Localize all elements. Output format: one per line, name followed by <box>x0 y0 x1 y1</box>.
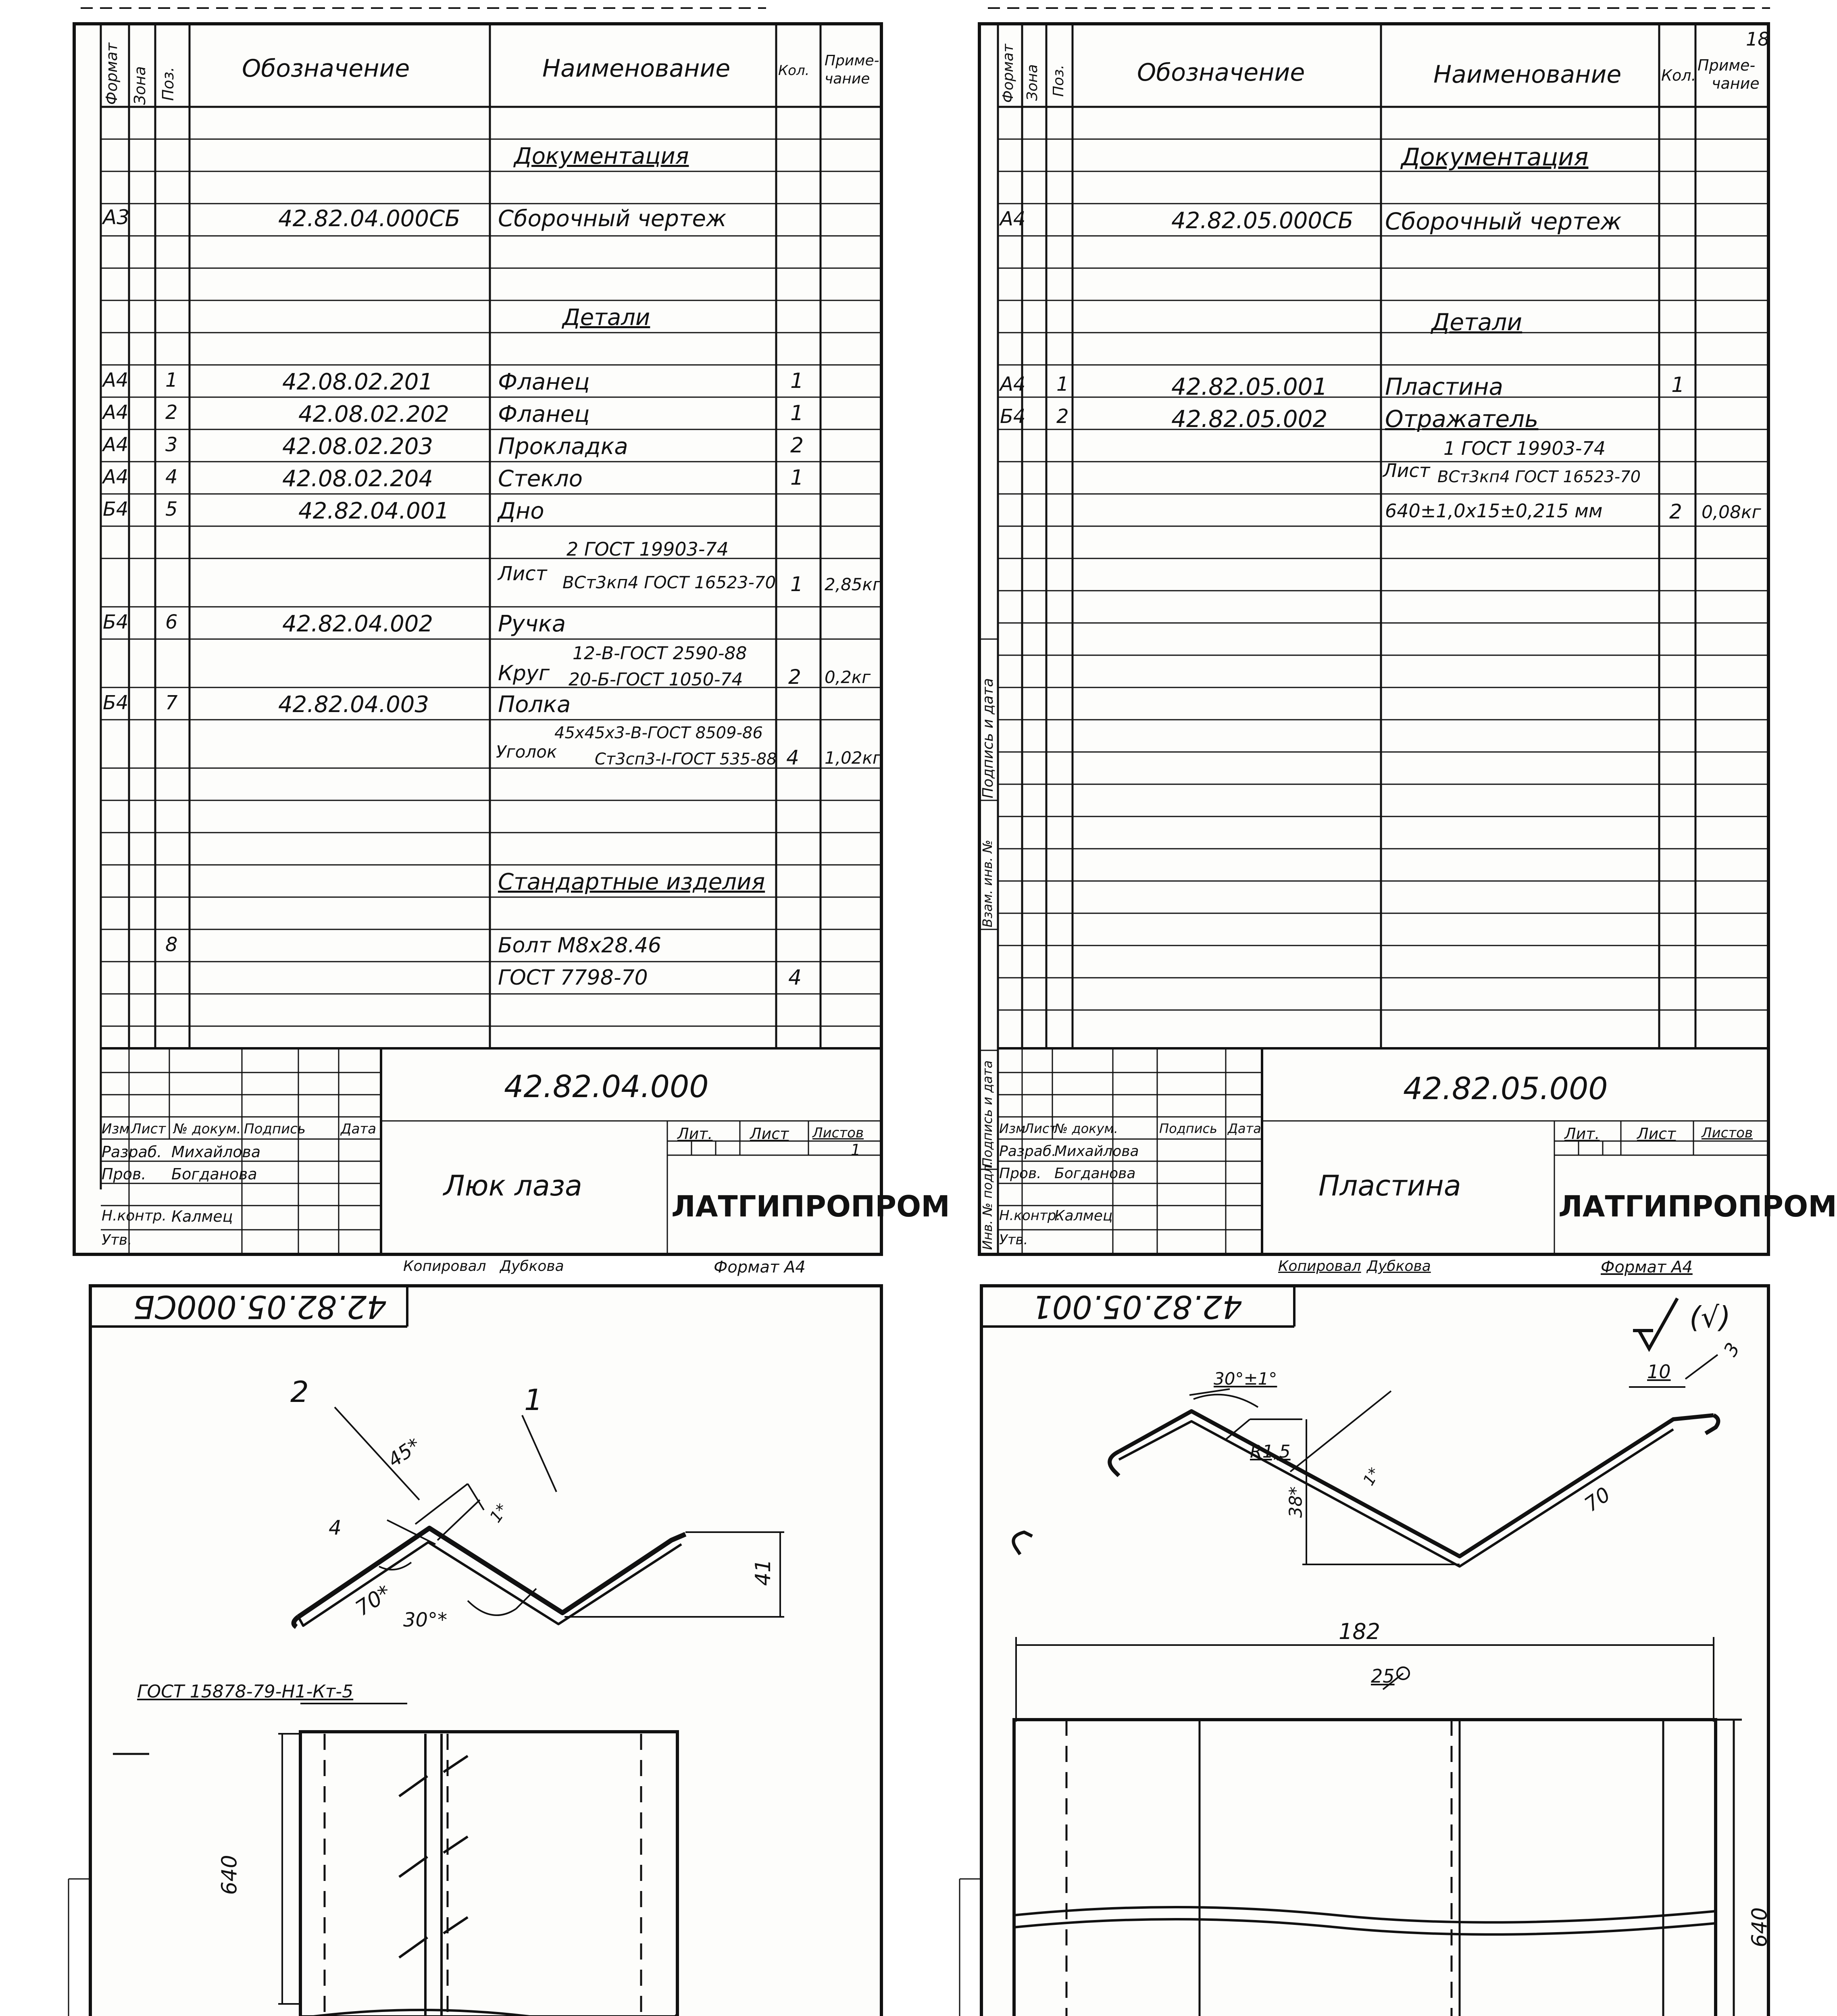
br-dim-25: 25 <box>1371 1665 1395 1687</box>
tr-listov-label: Листов <box>1702 1125 1753 1141</box>
tr-side-vzam: Взам. инв. № <box>980 839 995 927</box>
tl-izm: Изм <box>102 1121 130 1137</box>
tl-header-note2: чание <box>825 71 870 87</box>
tl-shelf-prefix: Уголок <box>496 742 557 762</box>
tr-row2-name: Отражатель <box>1385 405 1539 433</box>
tr-nkontr: Н.контр. <box>999 1208 1061 1224</box>
tr-row2-format: Б4 <box>1000 405 1026 428</box>
bl-dim-4: 4 <box>329 1516 342 1539</box>
tr-side-sign-date2: Подпись и дата <box>980 1060 995 1167</box>
tr-list: Лист <box>1024 1121 1057 1136</box>
tr-title: Пластина <box>1318 1169 1461 1202</box>
tl-shelf-qty: 4 <box>786 746 799 769</box>
tl-row1-name: Фланец <box>498 369 590 395</box>
tr-mat-line2: ВСт3кп4 ГОСТ 16523-70 <box>1437 468 1641 486</box>
tr-org: ЛАТГИПРОПРОМ <box>1558 1189 1837 1223</box>
tr-asm-designation: 42.82.05.000СБ <box>1171 208 1354 234</box>
tr-list-label: Лист <box>1637 1125 1676 1143</box>
tl-nkontr: Н.контр. <box>102 1208 167 1224</box>
br-dim-640: 640 <box>1747 1907 1772 1947</box>
tl-asm-name: Сборочный чертеж <box>498 206 727 232</box>
tl-row4-pos: 4 <box>165 466 178 488</box>
bl-dim-1: 1* <box>486 1500 512 1526</box>
tl-list-label: Лист <box>750 1125 789 1143</box>
tl-data: Дата <box>341 1121 377 1137</box>
tl-shelf-name: Полка <box>498 691 571 718</box>
tr-header-note2: чание <box>1712 75 1760 92</box>
br-dim-r: R1,5 <box>1250 1441 1291 1462</box>
tr-mat-note: 0,08кг <box>1702 502 1761 523</box>
bl-callout-1: 1 <box>524 1383 543 1417</box>
tl-shelf-line1: 45х45х3-В-ГОСТ 8509-86 <box>554 724 763 742</box>
tl-shelf-pos: 7 <box>165 691 178 714</box>
tl-standard-section: Стандартные изделия <box>498 869 765 895</box>
tl-shelf-format: Б4 <box>103 691 129 714</box>
tl-row5-name: Дно <box>498 498 544 524</box>
tl-format: Формат А4 <box>714 1258 806 1277</box>
br-dim-angle: 30°±1° <box>1214 1369 1277 1389</box>
tr-mat-qty: 2 <box>1669 500 1682 523</box>
tl-handle-prefix: Круг <box>498 661 550 685</box>
tl-handle-line2: 20-Б-ГОСТ 1050-74 <box>569 669 743 690</box>
tr-asm-format: А4 <box>1000 208 1026 230</box>
br-dim-38: 38* <box>1285 1486 1306 1518</box>
page-number: 18 <box>1746 28 1770 50</box>
tl-handle-designation: 42.82.04.002 <box>282 611 433 637</box>
tl-details-section: Детали <box>562 304 650 331</box>
tl-dno-prefix: Лист <box>498 562 547 585</box>
tr-row1-format: А4 <box>1000 373 1026 396</box>
tr-razrab: Разраб. <box>999 1143 1056 1160</box>
tr-details-section: Детали <box>1431 308 1523 336</box>
tr-row2-pos: 2 <box>1056 405 1069 428</box>
tl-listov-label: Листов <box>812 1125 864 1141</box>
bl-weld: ГОСТ 15878-79-Н1-Кт-5 <box>137 1681 354 1702</box>
tl-bolt-name: Болт М8х28.46 <box>498 933 662 958</box>
tl-row3-designation: 42.08.02.203 <box>282 433 433 460</box>
tl-row3-name: Прокладка <box>498 433 628 460</box>
br-roughness: (√) <box>1689 1300 1731 1334</box>
tl-handle-line1: 12-В-ГОСТ 2590-88 <box>573 643 747 664</box>
tr-copied: Копировал <box>1278 1258 1361 1275</box>
tl-handle-name: Ручка <box>498 611 566 637</box>
tr-copier: Дубкова <box>1367 1258 1431 1275</box>
bl-dim-70: 70* <box>351 1580 396 1621</box>
tl-row2-qty: 1 <box>790 401 804 425</box>
tl-asm-designation: 42.82.04.000СБ <box>278 206 460 232</box>
tr-header-pos: Поз. <box>1050 65 1067 97</box>
tl-bolt-pos: 8 <box>165 933 178 956</box>
bl-dim-30: 30°* <box>403 1609 448 1631</box>
tl-row2-name: Фланец <box>498 401 590 427</box>
tl-row2-pos: 2 <box>165 401 178 424</box>
tl-org: ЛАТГИПРОПРОМ <box>671 1189 950 1223</box>
tr-podp: Подпись <box>1159 1121 1217 1136</box>
tl-nkontr-name: Калмец <box>171 1208 233 1225</box>
tl-asm-format: А3 <box>103 206 130 229</box>
tl-header-format: Формат <box>103 42 121 105</box>
tl-utv: Утв. <box>102 1232 132 1248</box>
tr-side-sign-date: Подпись и дата <box>980 678 996 798</box>
tl-header-pos: Поз. <box>159 67 177 101</box>
tr-header-name: Наименование <box>1433 60 1622 89</box>
br-code-rotated: 42.82.05.001 <box>1032 1288 1243 1325</box>
bl-dim-45: 45* <box>383 1433 425 1472</box>
bl-dim-41: 41 <box>751 1559 776 1586</box>
tr-side-inv-podl: Инв. № подл. <box>980 1161 995 1250</box>
tr-code: 42.82.05.000 <box>1403 1070 1608 1106</box>
tl-dno-line1: 2 ГОСТ 19903-74 <box>567 538 729 560</box>
tl-row3-qty: 2 <box>790 433 804 458</box>
tl-listov-value: 1 <box>851 1141 861 1159</box>
bl-code-rotated: 42.82.05.000СБ <box>133 1288 387 1325</box>
br-dim-10: 10 <box>1647 1361 1671 1383</box>
tr-mat-line1: 1 ГОСТ 19903-74 <box>1443 437 1606 459</box>
tl-row2-format: А4 <box>103 401 129 424</box>
tl-header-designation: Обозначение <box>242 54 410 83</box>
br-dim-70: 70 <box>1580 1482 1615 1517</box>
tl-doc-section: Документация <box>514 143 689 169</box>
tl-header-qty: Кол. <box>778 62 810 79</box>
tl-row1-designation: 42.08.02.201 <box>282 369 433 395</box>
tl-row3-format: А4 <box>103 433 129 456</box>
tr-prov: Пров. <box>999 1165 1041 1182</box>
tl-shelf-note: 1,02кг <box>825 748 881 768</box>
tl-dno-note: 2,85кг <box>825 575 881 594</box>
tl-row2-designation: 42.08.02.202 <box>298 401 450 427</box>
tl-row4-designation: 42.08.02.204 <box>282 466 433 492</box>
tl-header-name: Наименование <box>542 54 731 83</box>
tl-bolt-qty: 4 <box>788 966 802 990</box>
tl-row4-format: А4 <box>103 466 129 488</box>
tl-row5-designation: 42.82.04.001 <box>298 498 450 524</box>
tl-row4-qty: 1 <box>790 466 804 490</box>
tl-prov: Пров. <box>102 1165 146 1183</box>
tl-row1-qty: 1 <box>790 369 804 393</box>
tr-row1-pos: 1 <box>1056 373 1069 396</box>
tr-lit: Лит. <box>1564 1125 1600 1143</box>
tl-list: Лист <box>131 1121 166 1137</box>
tl-header-zone: Зона <box>131 66 149 105</box>
tl-code: 42.82.04.000 <box>504 1068 709 1104</box>
tl-ndoc: № докум. <box>173 1121 241 1137</box>
tr-header-qty: Кол. <box>1661 67 1696 84</box>
tr-mat-line3: 640±1,0х15±0,215 мм <box>1385 500 1603 522</box>
tr-format: Формат А4 <box>1601 1258 1693 1277</box>
tr-mat-prefix: Лист <box>1383 460 1430 481</box>
tl-razrab: Разраб. <box>102 1143 162 1161</box>
tr-header-note1: Приме- <box>1697 56 1756 74</box>
br-dim-1: 1* <box>1359 1464 1384 1489</box>
tr-row1-designation: 42.82.05.001 <box>1171 373 1328 400</box>
tl-row3-pos: 3 <box>165 433 178 456</box>
tl-copied: Копировал <box>403 1258 486 1275</box>
tl-lit: Лит. <box>677 1125 713 1143</box>
tl-header-note1: Приме- <box>825 52 879 69</box>
tl-row5-format: Б4 <box>103 498 129 521</box>
tl-bolt-std: ГОСТ 7798-70 <box>498 966 648 990</box>
tr-prov-name: Богданова <box>1054 1165 1136 1182</box>
tl-row4-name: Стекло <box>498 466 583 492</box>
tl-razrab-name: Михайлова <box>171 1143 261 1161</box>
br-dim-3: 3 <box>1719 1339 1744 1360</box>
tr-header-format: Формат <box>1000 44 1016 103</box>
br-dim-182: 182 <box>1339 1619 1381 1644</box>
tl-prov-name: Богданова <box>171 1165 257 1183</box>
tl-dno-qty: 1 <box>790 573 803 596</box>
tr-asm-name: Сборочный чертеж <box>1385 208 1622 235</box>
tl-handle-note: 0,2кг <box>825 667 871 687</box>
tl-handle-qty: 2 <box>788 665 801 689</box>
tr-header-designation: Обозначение <box>1137 58 1305 87</box>
tl-handle-pos: 6 <box>165 611 178 633</box>
tr-header-zone: Зона <box>1024 64 1041 101</box>
bl-callout-2: 2 <box>290 1375 309 1409</box>
tl-row1-pos: 1 <box>165 369 178 392</box>
tr-doc-section: Документация <box>1401 143 1589 171</box>
bl-dim-640: 640 <box>217 1855 242 1895</box>
tr-nkontr-name: Калмец <box>1054 1208 1113 1224</box>
tl-podp: Подпись <box>244 1121 306 1137</box>
tl-dno-line2: ВСт3кп4 ГОСТ 16523-70 <box>562 573 776 592</box>
tl-row1-format: А4 <box>103 369 129 392</box>
tl-shelf-designation: 42.82.04.003 <box>278 691 429 718</box>
tl-shelf-line2: Ст3сп3-I-ГОСТ 535-88 <box>595 750 777 768</box>
tr-razrab-name: Михайлова <box>1054 1143 1139 1160</box>
tl-handle-format: Б4 <box>103 611 129 633</box>
tr-row1-qty: 1 <box>1671 373 1685 397</box>
tl-title: Люк лаза <box>444 1169 582 1202</box>
tr-izm: Изм <box>999 1121 1026 1136</box>
tr-utv: Утв. <box>999 1232 1028 1248</box>
tr-row2-designation: 42.82.05.002 <box>1171 405 1328 433</box>
tl-copier: Дубкова <box>500 1258 564 1275</box>
tr-data: Дата <box>1228 1121 1261 1136</box>
tr-row1-name: Пластина <box>1385 373 1504 400</box>
tr-ndoc: № докум. <box>1054 1121 1118 1136</box>
tl-row5-pos: 5 <box>165 498 178 521</box>
